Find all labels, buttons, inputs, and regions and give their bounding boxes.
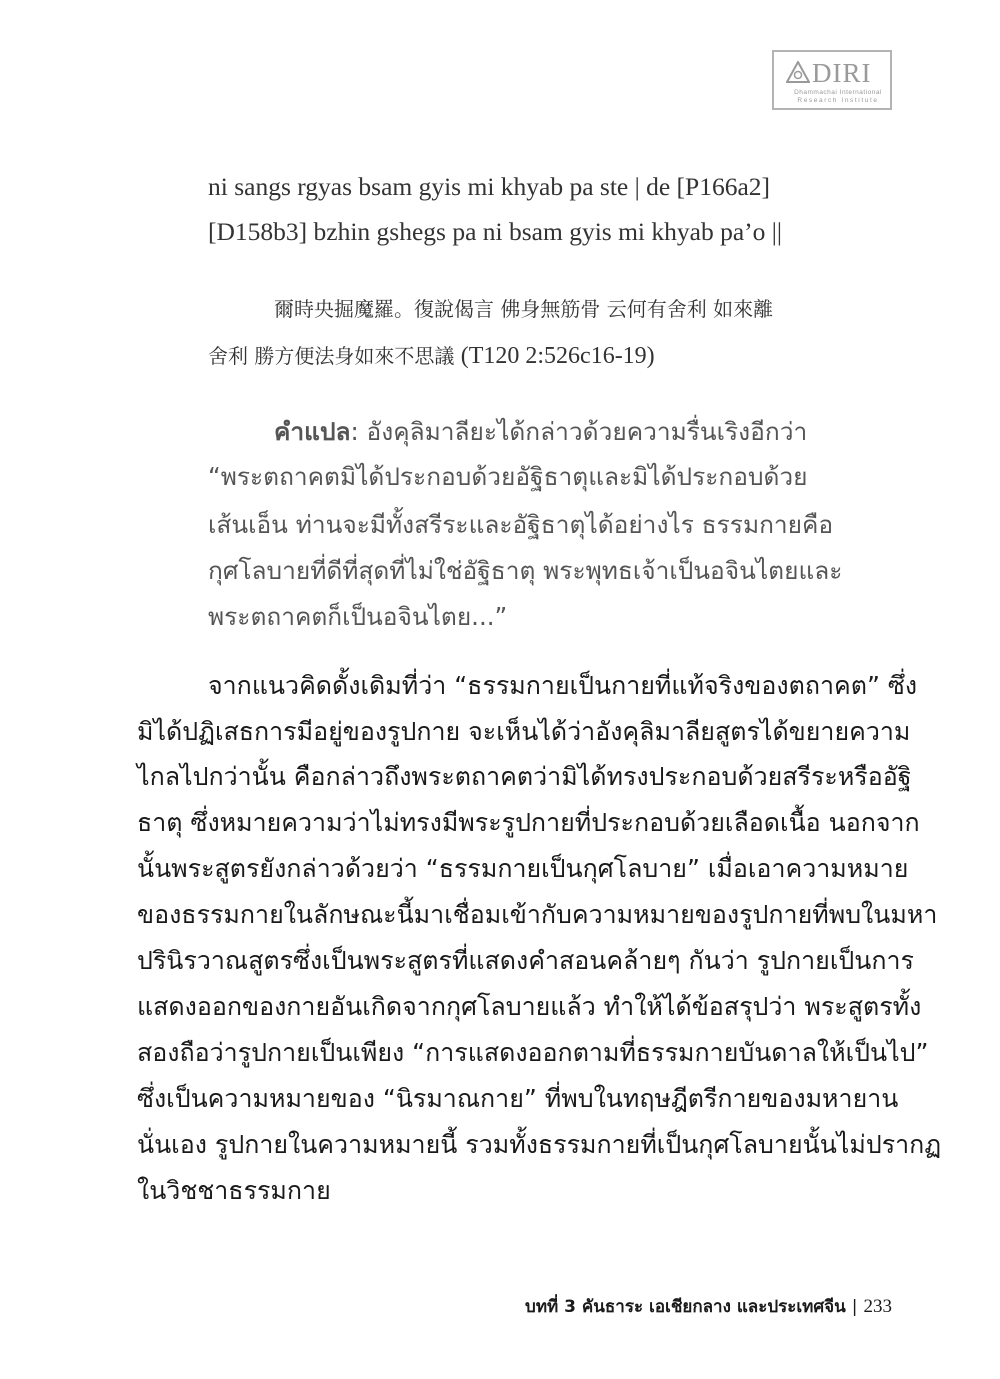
body-line: ของธรรมกายในลักษณะนี้มาเชื่อมเข้ากับความหมายของรูปกายที่พบในมหา	[137, 900, 938, 929]
body-line: สองถือว่ารูปกายเป็นเพียง “การแสดงออกตามที่ธรรมกายบันดาลให้เป็นไป”	[137, 1038, 929, 1067]
tibetan-line-1: ni sangs rgyas bsam gyis mi khyab pa ste | de [P166a2]	[208, 172, 771, 201]
footer-separator: |	[851, 1297, 858, 1317]
body-line: จากแนวคิดดั้งเดิมที่ว่า “ธรรมกายเป็นกายที่แท้จริงของตถาคต” ซึ่ง	[208, 671, 918, 700]
triangle-logo-icon	[786, 61, 810, 83]
translation-line-2: “พระตถาคตมิได้ประกอบด้วยอัฐิธาตุและมิได้ประกอบด้วย	[208, 462, 808, 491]
body-line: มิได้ปฏิเสธการมีอยู่ของรูปกาย จะเห็นได้ว่าอังคุลิมาลียสูตรได้ขยายความ	[137, 717, 911, 746]
body-line: ไกลไปกว่านั้น คือกล่าวถึงพระตถาคตว่ามิได้ทรงประกอบด้วยสรีระหรืออัฐิ	[137, 762, 912, 791]
translation-line-4: กุศโลบายที่ดีที่สุดที่ไม่ใช่อัฐิธาตุ พระพุทธเจ้าเป็นอจินไตยและ	[208, 556, 843, 585]
body-line: ซึ่งเป็นความหมายของ “นิรมาณกาย” ที่พบในทฤษฎีตรีกายของมหายาน	[137, 1084, 899, 1113]
translation-line-3: เส้นเอ็น ท่านจะมีทั้งสรีระและอัฐิธาตุได้อย่างไร ธรรมกายคือ	[208, 510, 834, 539]
page-number: 233	[863, 1296, 892, 1317]
body-line: ธาตุ ซึ่งหมายความว่าไม่ทรงมีพระรูปกายที่ประกอบด้วยเลือดเนื้อ นอกจาก	[137, 808, 920, 837]
body-line: แสดงออกของกายอันเกิดจากกุศโลบายแล้ว ทำให้ได้ข้อสรุปว่า พระสูตรทั้ง	[137, 992, 922, 1021]
taisho-reference: (T120 2:526c16-19)	[460, 343, 655, 369]
chinese-line-1: 爾時央掘魔羅。復說偈言 佛身無筋骨 云何有舍利 如來離	[274, 297, 774, 321]
logo-text: DIRI	[812, 58, 872, 88]
translation-line-5: พระตถาคตก็เป็นอจินไตย...”	[208, 602, 508, 631]
chapter-title: บทที่ 3 คันธาระ เอเชียกลาง และประเทศจีน	[525, 1297, 846, 1317]
body-line: นั่นเอง รูปกายในความหมายนี้ รวมทั้งธรรมกายที่เป็นกุศโลบายนั้นไม่ปรากฏ	[137, 1130, 942, 1159]
body-line: ปรินิรวาณสูตรซึ่งเป็นพระสูตรที่แสดงคำสอนคล้ายๆ กันว่า รูปกายเป็นการ	[137, 946, 914, 975]
diri-logo	[772, 50, 892, 110]
chinese-line-2	[208, 340, 655, 370]
body-line: ในวิชชาธรรมกาย	[137, 1176, 331, 1205]
body-line: นั้นพระสูตรยังกล่าวด้วยว่า “ธรรมกายเป็นกุศโลบาย” เมื่อเอาความหมาย	[137, 854, 909, 883]
tibetan-line-2: [D158b3] bzhin gshegs pa ni bsam gyis mi khyab pa’o ||	[208, 217, 782, 246]
translation-label: คำแปล	[274, 417, 351, 446]
chinese-line-2-text: 舍利 勝方便法身如來不思議	[208, 344, 455, 368]
logo-subtitle-2: Research Institute	[797, 97, 879, 104]
translation-line-1-text: : อังคุลิมาลียะได้กล่าวด้วยความรื่นเริงอีกว่า	[350, 417, 808, 446]
logo-subtitle-1: Dhammachai International	[794, 89, 882, 96]
translation-line-1	[274, 412, 807, 451]
page-footer	[510, 1293, 892, 1320]
